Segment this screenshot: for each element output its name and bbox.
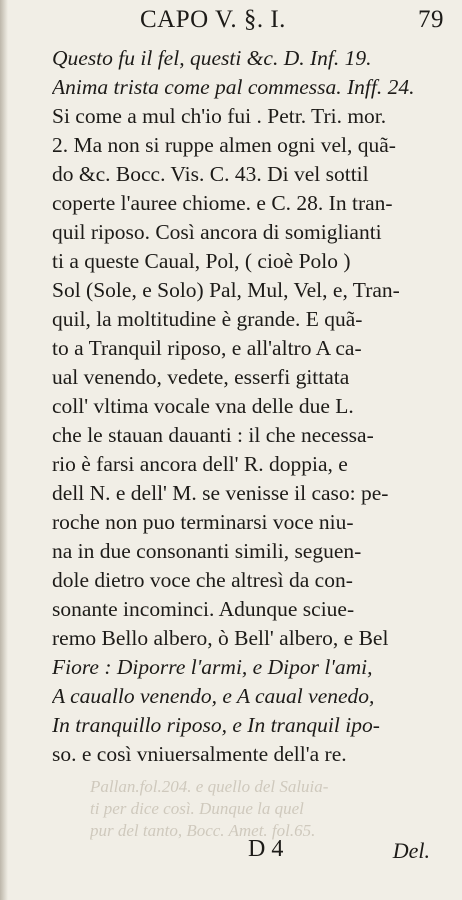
text-line: Questo fu il fel, questi &c. D. Inf. 19. xyxy=(52,46,372,70)
page-number: 79 xyxy=(418,6,444,33)
text-line: Fiore : Diporre l'armi, e Dipor l'ami, xyxy=(52,655,373,679)
bleed-through-text xyxy=(90,776,432,842)
text-line: rio è farsi ancora dell' R. doppia, e xyxy=(52,452,348,476)
text-line: che le stauan dauanti : il che necessa- xyxy=(52,423,374,447)
text-line: coll' vltima vocale vna delle due L. xyxy=(52,394,354,418)
text-line: In tranquillo riposo, e In tranquil ipo- xyxy=(52,713,380,737)
body-text xyxy=(52,44,446,769)
page-gutter-shadow xyxy=(0,0,8,900)
text-line: Sol (Sole, e Solo) Pal, Mul, Vel, e, Tran- xyxy=(52,278,400,302)
text-line: quil riposo. Così ancora di somiglianti xyxy=(52,220,382,244)
text-line: dell N. e dell' M. se venisse il caso: pe- xyxy=(52,481,389,505)
text-line: dole dietro voce che altresì da con- xyxy=(52,568,353,592)
bleed-line: ti per dice così. Dunque la quel xyxy=(90,799,304,818)
text-line: remo Bello albero, ò Bell' albero, e Bel xyxy=(52,626,389,650)
text-line: 2. Ma non si ruppe almen ogni vel, quã- xyxy=(52,133,396,157)
text-line: roche non puo terminarsi voce niu- xyxy=(52,510,354,534)
text-line: do &c. Bocc. Vis. C. 43. Di vel sottil xyxy=(52,162,369,186)
text-line: A cauallo venendo, e A caual venedo, xyxy=(52,684,375,708)
text-line: ti a queste Caual, Pol, ( cioè Polo ) xyxy=(52,249,351,273)
text-line: coperte l'auree chiome. e C. 28. In tran- xyxy=(52,191,393,215)
text-line: Anima trista come pal commessa. Inff. 24. xyxy=(52,75,415,99)
text-line: so. e così vniuersalmente dell'a re. xyxy=(52,742,347,766)
text-line: sonante incominci. Adunque sciue- xyxy=(52,597,355,621)
catchword: Del. xyxy=(392,838,430,863)
text-line: na in due consonanti simili, seguen- xyxy=(52,539,362,563)
chapter-title: CAPO V. §. I. xyxy=(140,6,286,33)
signature-mark: D 4 xyxy=(248,836,284,862)
text-line: to a Tranquil riposo, e all'altro A ca- xyxy=(52,336,362,360)
text-line: ual venendo, vedete, esserfi gittata xyxy=(52,365,350,389)
bleed-line: Pallan.fol.204. e quello del Saluia- xyxy=(90,777,329,796)
text-line: Si come a mul ch'io fui . Petr. Tri. mor. xyxy=(52,104,387,128)
text-line: quil, la moltitudine è grande. E quã- xyxy=(52,307,363,331)
bleed-line: pur del tanto, Bocc. Amet. fol.65. xyxy=(90,821,316,840)
running-head xyxy=(140,6,444,38)
